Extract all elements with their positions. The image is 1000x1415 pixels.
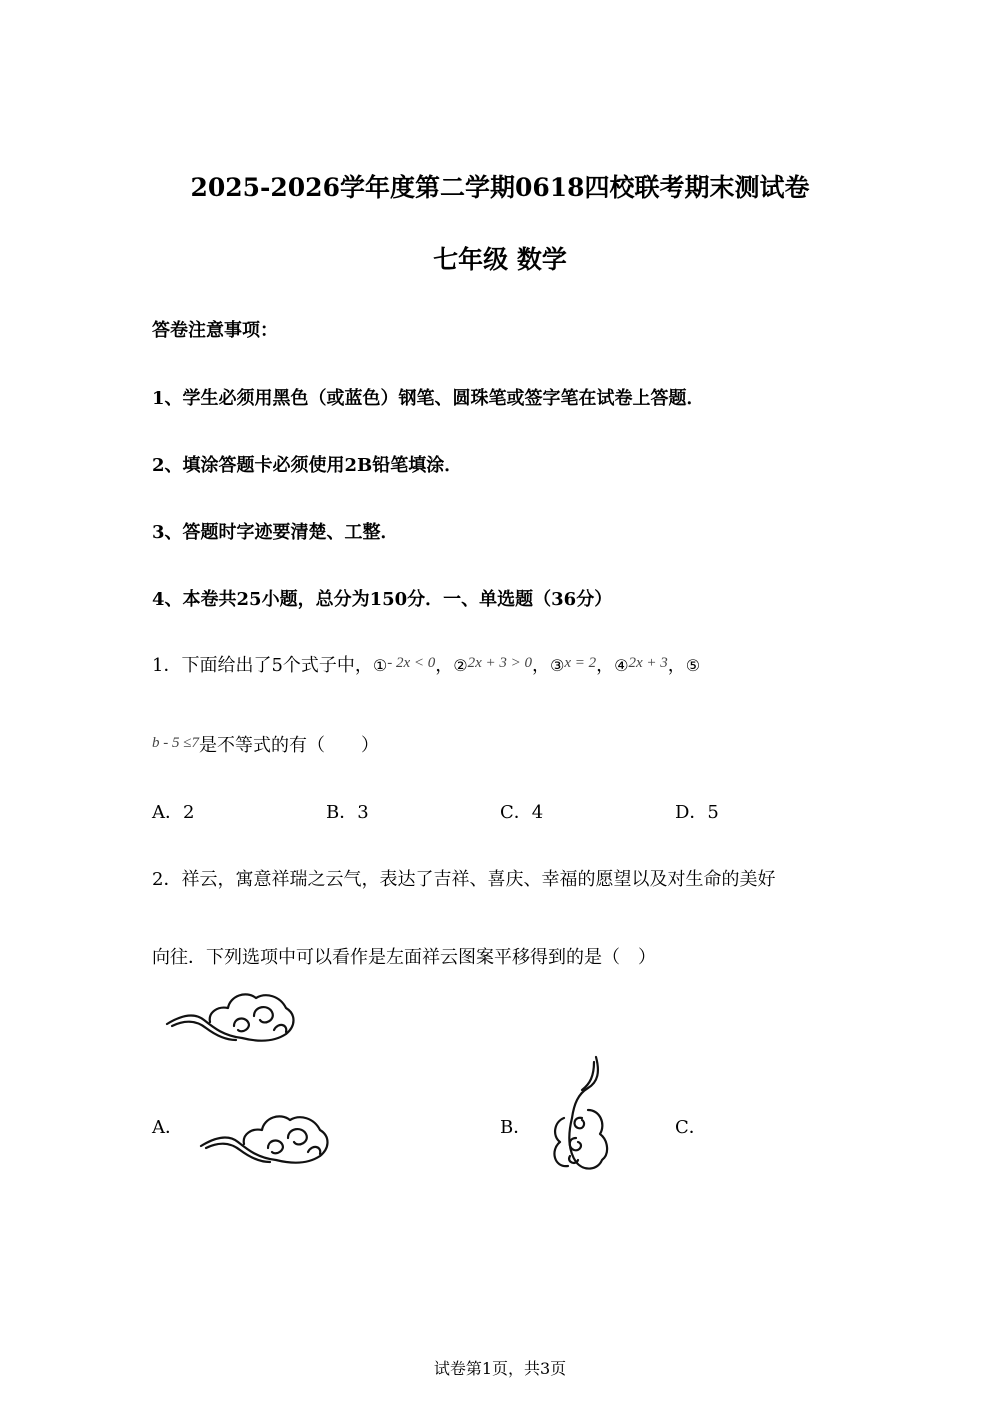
exam-title: 2025-2026学年度第二学期0618四校联考期末测试卷 — [190, 173, 810, 202]
auspicious-cloud-translated-icon[interactable] — [196, 1112, 336, 1172]
exam-subtitle: 七年级 数学 — [433, 245, 567, 274]
item-3-separator: ， — [596, 655, 615, 676]
item-3-expression: x = 2 — [564, 655, 597, 671]
item-4-expression: 2x + 3 — [628, 655, 668, 671]
item-1-separator: ， — [435, 655, 454, 676]
q1-option-d[interactable]: D．5 — [675, 802, 719, 823]
question-1-prefix: 1．下面给出了5个式子中， — [152, 655, 373, 676]
item-5-marker: ⑤ — [685, 656, 701, 675]
auspicious-cloud-rotated-icon[interactable] — [542, 1052, 612, 1177]
question-1-stem-end: 是不等式的有（ ） — [198, 735, 379, 756]
item-2-separator: ， — [532, 655, 551, 676]
instruction-item-3: 3、答题时字迹要清楚、工整． — [152, 522, 399, 543]
instructions-heading: 答卷注意事项： — [152, 320, 278, 341]
item-1-marker: ① — [372, 656, 388, 675]
instruction-item-2: 2、填涂答题卡必须使用2B铅笔填涂． — [152, 455, 463, 476]
instruction-item-1: 1、学生必须用黑色（或蓝色）钢笔、圆珠笔或签字笔在试卷上答题． — [152, 388, 705, 409]
q1-option-c[interactable]: C．4 — [500, 802, 544, 823]
question-2-line-2: 向往．下列选项中可以看作是左面祥云图案平移得到的是（ ） — [152, 947, 656, 968]
question-1-line-1 — [152, 651, 700, 677]
page-footer: 试卷第1页，共3页 — [433, 1359, 567, 1378]
question-1-line-2 — [152, 731, 379, 757]
item-4-marker: ④ — [614, 656, 629, 675]
q2-option-a-label[interactable]: A． — [152, 1117, 183, 1138]
q2-option-b-label[interactable]: B． — [500, 1117, 532, 1138]
item-2-expression: 2x + 3 > 0 — [467, 655, 533, 671]
auspicious-cloud-icon — [162, 990, 302, 1050]
q1-option-b[interactable]: B．3 — [326, 802, 369, 823]
question-2-line-1: 2．祥云，寓意祥瑞之云气，表达了吉祥、喜庆、幸福的愿望以及对生命的美好 — [152, 869, 776, 890]
instruction-item-4: 4、本卷共25小题，总分为150分．一、单选题（36分） — [152, 589, 613, 610]
item-3-marker: ③ — [550, 656, 565, 675]
item-4-separator: ， — [667, 655, 686, 676]
item-2-marker: ② — [453, 656, 468, 675]
q1-option-a[interactable]: A．2 — [152, 802, 195, 823]
item-1-expression: - 2x < 0 — [387, 655, 436, 671]
item-5-expression: b - 5 ≤7 — [152, 735, 199, 751]
q2-option-c-label[interactable]: C． — [675, 1117, 707, 1138]
